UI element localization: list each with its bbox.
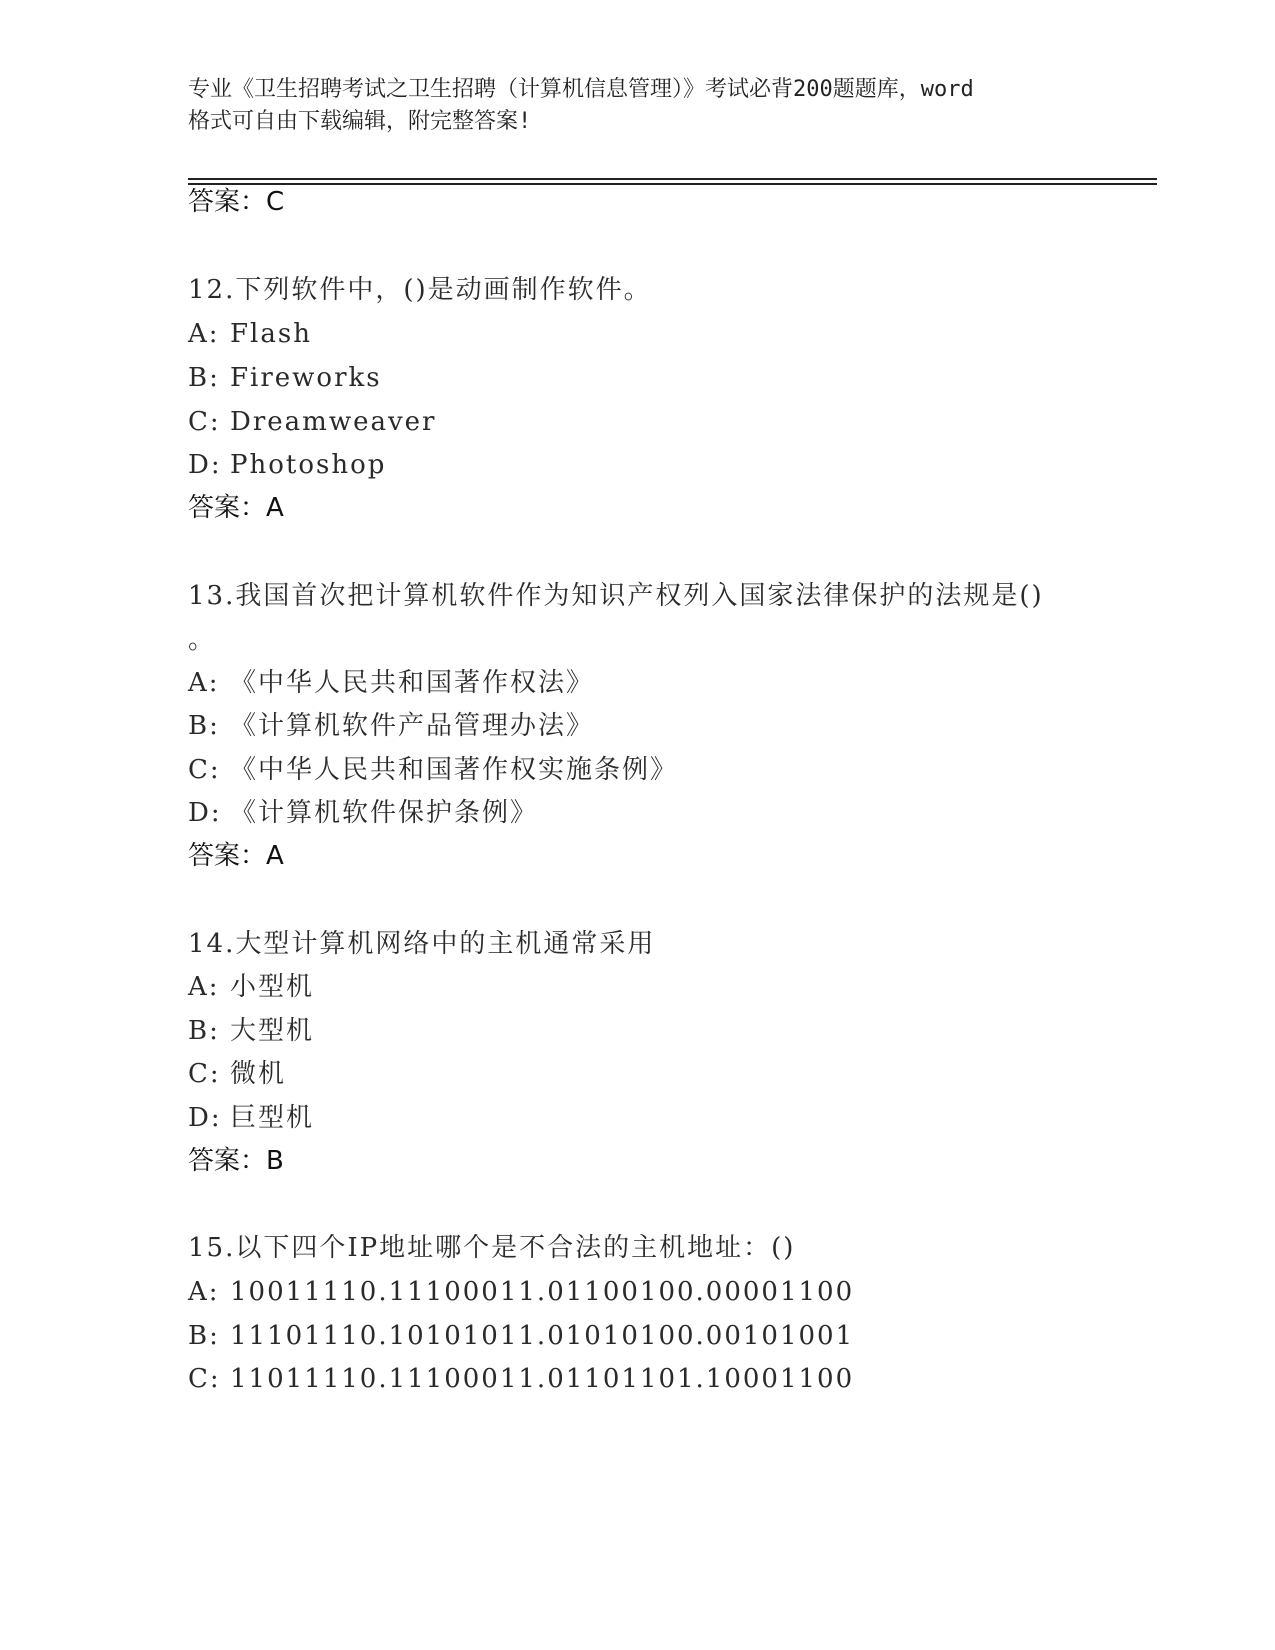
question-12-option-b bbox=[188, 361, 382, 395]
question-12-option-c bbox=[188, 405, 436, 439]
option-text: 小型机 bbox=[230, 972, 315, 1002]
question-13-option-a bbox=[188, 666, 594, 700]
question-15-option-c bbox=[188, 1362, 854, 1396]
header-line-1: 专业《卫生招聘考试之卫生招聘（计算机信息管理）》考试必背200题题库，word bbox=[188, 77, 974, 102]
option-text: 《计算机软件保护条例》 bbox=[230, 798, 539, 828]
option-label: C: bbox=[188, 407, 221, 437]
option-text: 大型机 bbox=[230, 1016, 315, 1046]
option-label: B: bbox=[188, 1321, 220, 1351]
question-15-option-a bbox=[188, 1275, 854, 1309]
header-divider-bottom bbox=[188, 183, 1157, 185]
option-text: 《中华人民共和国著作权实施条例》 bbox=[230, 755, 679, 785]
option-text: Fireworks bbox=[230, 363, 382, 393]
option-text: 11011110.11100011.01101101.10001100 bbox=[230, 1364, 855, 1394]
document-header bbox=[188, 74, 1088, 138]
option-text: Dreamweaver bbox=[230, 407, 437, 437]
question-14-stem: 14.大型计算机网络中的主机通常采用 bbox=[188, 929, 656, 959]
option-label: A: bbox=[188, 319, 220, 349]
option-label: B: bbox=[188, 363, 220, 393]
option-text: Flash bbox=[230, 319, 312, 349]
question-14-option-c bbox=[188, 1057, 286, 1091]
question-12-option-a bbox=[188, 317, 312, 351]
option-text: Photoshop bbox=[230, 450, 387, 480]
option-label: C: bbox=[188, 755, 221, 785]
option-label: A: bbox=[188, 972, 220, 1002]
question-13-option-c bbox=[188, 753, 678, 787]
option-label: D: bbox=[188, 450, 222, 480]
option-label: C: bbox=[188, 1059, 221, 1089]
option-label: D: bbox=[188, 1103, 222, 1133]
question-12-stem: 12.下列软件中，()是动画制作软件。 bbox=[188, 275, 652, 305]
question-12-answer: 答案：A bbox=[188, 493, 284, 523]
question-13-option-d bbox=[188, 796, 538, 830]
question-13-stem-continuation: 。 bbox=[188, 625, 217, 655]
header-line-2: 格式可自由下载编辑，附完整答案! bbox=[188, 109, 532, 134]
option-label: A: bbox=[188, 1277, 220, 1307]
option-label: D: bbox=[188, 798, 222, 828]
option-text: 微机 bbox=[230, 1059, 287, 1089]
header-divider-top bbox=[188, 178, 1157, 180]
question-14-option-a bbox=[188, 970, 314, 1004]
question-13-answer: 答案：A bbox=[188, 841, 284, 871]
option-text: 《计算机软件产品管理办法》 bbox=[230, 711, 595, 741]
option-label: C: bbox=[188, 1364, 221, 1394]
option-text: 《中华人民共和国著作权法》 bbox=[230, 668, 595, 698]
option-text: 巨型机 bbox=[230, 1103, 315, 1133]
question-13-option-b bbox=[188, 709, 594, 743]
question-14-option-d bbox=[188, 1101, 314, 1135]
question-12-option-d bbox=[188, 448, 386, 482]
question-14-option-b bbox=[188, 1014, 314, 1048]
option-text: 10011110.11100011.01100100.00001100 bbox=[230, 1277, 855, 1307]
option-label: B: bbox=[188, 711, 220, 741]
option-label: B: bbox=[188, 1016, 220, 1046]
question-15-stem: 15.以下四个IP地址哪个是不合法的主机地址：() bbox=[188, 1233, 796, 1263]
option-label: A: bbox=[188, 668, 220, 698]
previous-answer: 答案：C bbox=[188, 187, 285, 217]
question-15-option-b bbox=[188, 1319, 854, 1353]
question-14-answer: 答案：B bbox=[188, 1146, 284, 1176]
option-text: 11101110.10101011.01010100.00101001 bbox=[230, 1321, 855, 1351]
question-13-stem: 13.我国首次把计算机软件作为知识产权列入国家法律保护的法规是() bbox=[188, 581, 1044, 611]
